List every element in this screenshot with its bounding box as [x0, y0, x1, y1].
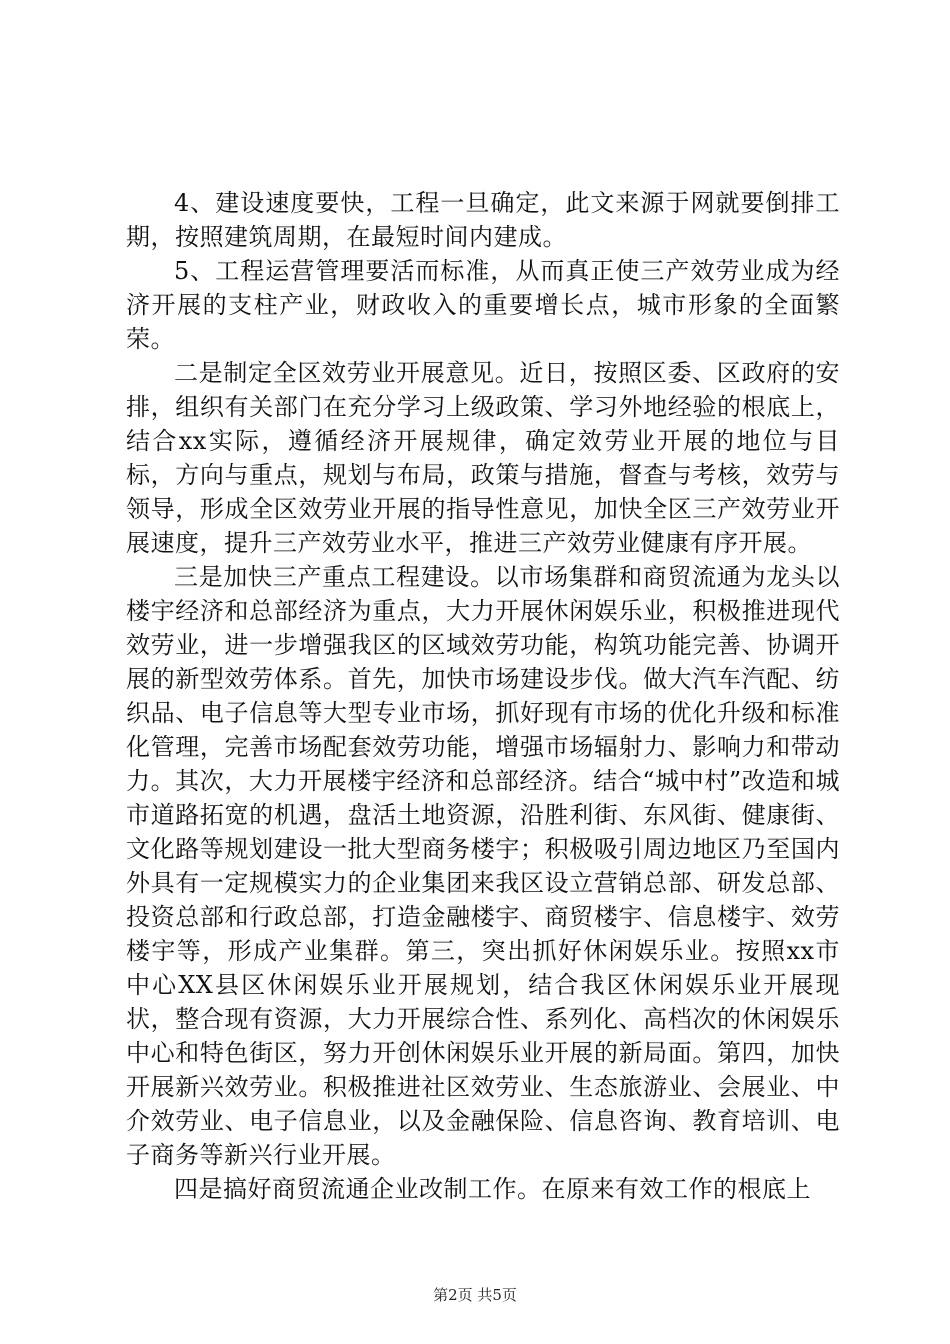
- paragraph-1: 4、建设速度要快，工程一旦确定，此文来源于网就要倒排工期，按照建筑周期，在最短时间内建成。: [126, 189, 840, 251]
- page-number-footer: 第2页 共5页: [433, 1286, 517, 1304]
- paragraph-3: 二是制定全区效劳业开展意见。近日，按照区委、区政府的安排，组织有关部门在充分学习上级政策、学习外地经验的根底上，结合xx实际，遵循经济开展规律，确定效劳业开展的地位与目标，方向与重点，规划与布局，政策与措施，督查与考核，效劳与领导，形成全区效劳业开展的指导性意见，加快全区三产效劳业开展速度，提升三产效劳业水平，推进三产效劳业健康有序开展。: [126, 359, 840, 557]
- body-text: [126, 186, 840, 1206]
- paragraph-4: 三是加快三产重点工程建设。以市场集群和商贸流通为龙头以楼宇经济和总部经济为重点，大力开展休闲娱乐业，积极推进现代效劳业，进一步增强我区的区域效劳功能，构筑功能完善、协调开展的新型效劳体系。首先，加快市场建设步伐。做大汽车汽配、纺织品、电子信息等大型专业市场，抓好现有市场的优化升级和标准化管理，完善市场配套效劳功能，增强市场辐射力、影响力和带动力。其次，大力开展楼宇经济和总部经济。结合“城中村”改造和城市道路拓宽的机遇，盘活土地资源，沿胜利街、东风街、健康街、文化路等规划建设一批大型商务楼宇；积极吸引周边地区乃至国内外具有一定规模实力的企业集团来我区设立营销总部、研发总部、投资总部和行政总部，打造金融楼宇、商贸楼宇、信息楼宇、效劳楼宇等，形成产业集群。第三，突出抓好休闲娱乐业。按照xx市中心XX县区休闲娱乐业开展规划，结合我区休闲娱乐业开展现状，整合现有资源，大力开展综合性、系列化、高档次的休闲娱乐中心和特色街区，努力开创休闲娱乐业开展的新局面。第四，加快开展新兴效劳业。积极推进社区效劳业、生态旅游业、会展业、中介效劳业、电子信息业，以及金融保险、信息咨询、教育培训、电子商务等新兴行业开展。: [126, 563, 840, 1169]
- paragraph-2: 5、工程运营管理要活而标准，从而真正使三产效劳业成为经济开展的支柱产业，财政收入的重要增长点，城市形象的全面繁荣。: [126, 257, 840, 353]
- paragraph-5: 四是搞好商贸流通企业改制工作。在原来有效工作的根底上: [174, 1175, 811, 1203]
